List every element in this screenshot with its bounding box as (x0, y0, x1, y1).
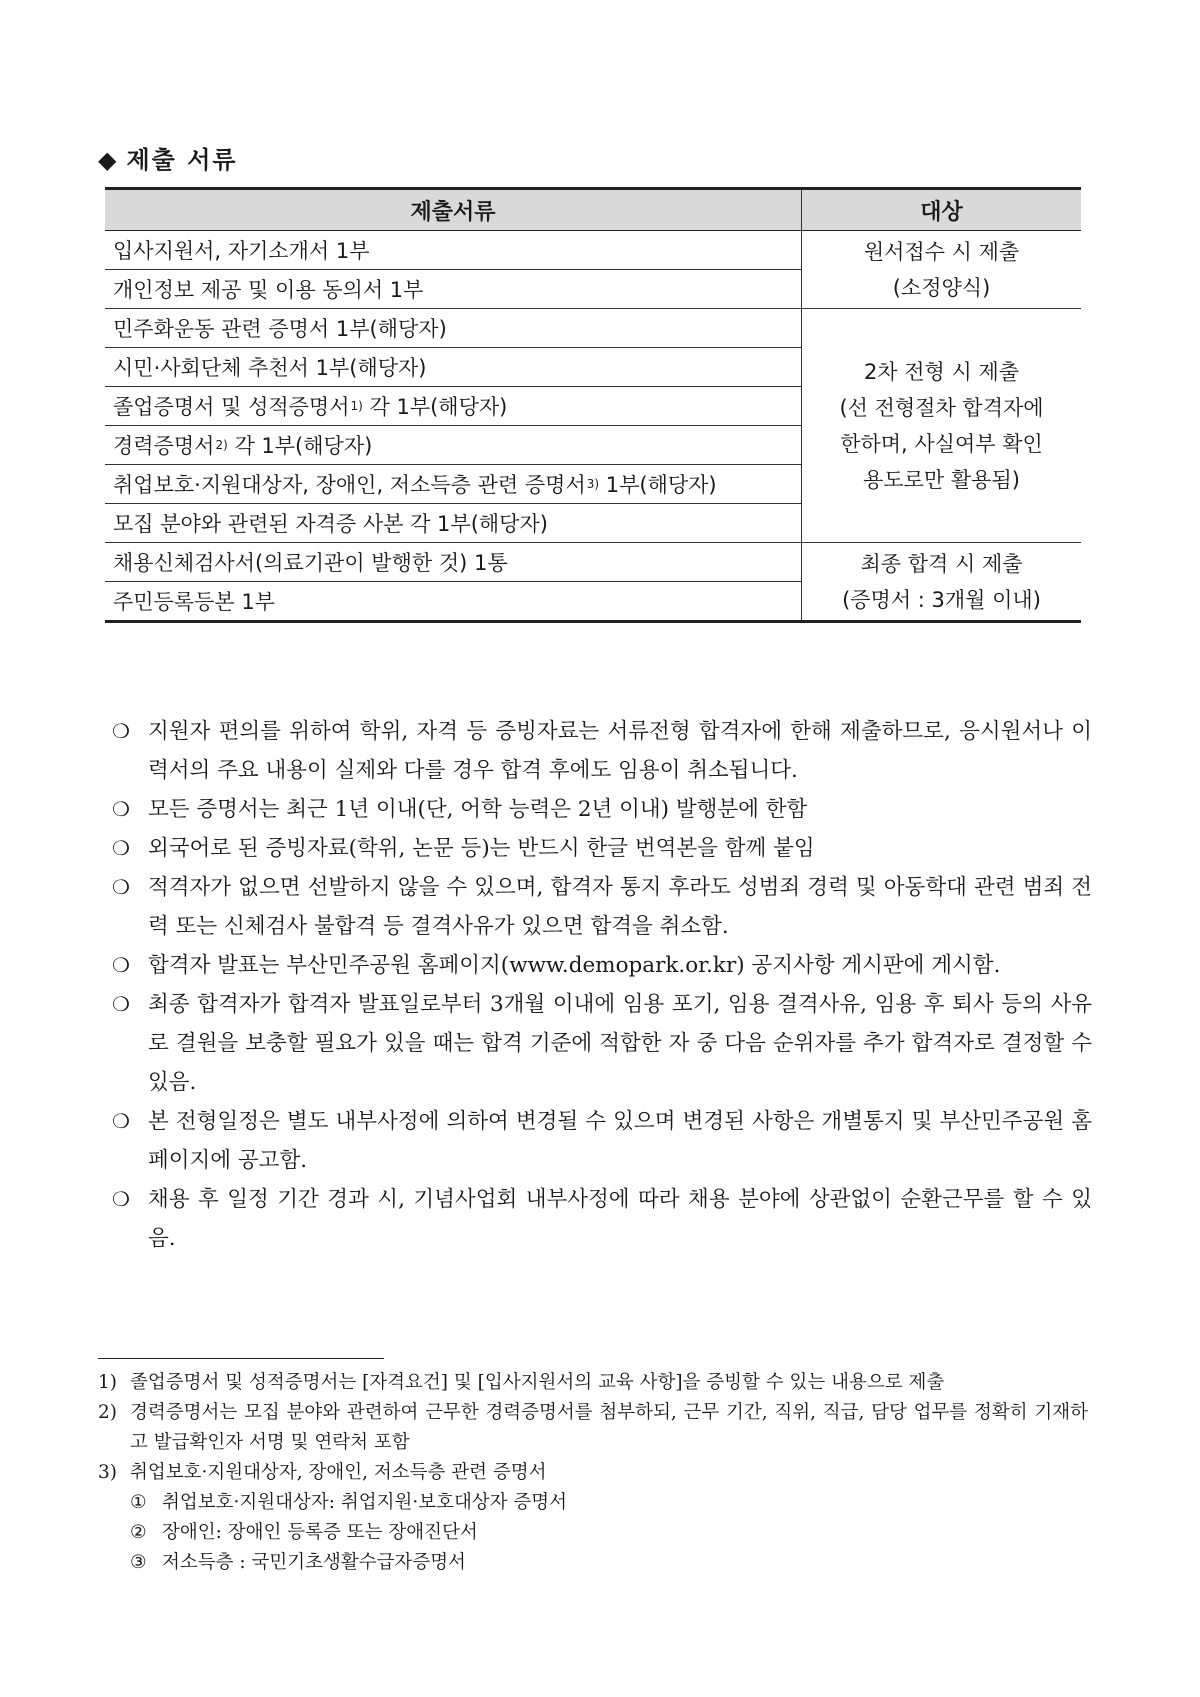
section-title: 제출 서류 (126, 146, 238, 174)
table-header-row (105, 189, 1081, 231)
list-item (112, 712, 1092, 790)
footnote-subitem-text: 장애인: 장애인 등록증 또는 장애진단서 (162, 1522, 478, 1543)
target-line: 원서접수 시 제출 (863, 239, 1020, 264)
list-item (112, 985, 1092, 1102)
footnote-text: 취업보호·지원대상자, 장애인, 저소득층 관련 증명서 (130, 1462, 547, 1483)
note-text: 채용 후 일정 기간 경과 시, 기념사업회 내부사정에 따라 채용 분야에 상관없이 순환근무를 할 수 있음. (148, 1187, 1092, 1251)
target-line: 한하며, 사실여부 확인 (840, 431, 1043, 456)
circled-number-marker: ② (130, 1522, 147, 1543)
table-row (105, 231, 1081, 270)
circle-bullet-icon: ❍ (112, 797, 130, 821)
note-text: 적격자가 없으면 선발하지 않을 수 있으며, 합격자 통지 후라도 성범죄 경력 및 아동학대 관련 범죄 전력 또는 신체검사 불합격 등 결격사유가 있으면 합격을 취소함. (148, 875, 1092, 939)
target-cell (802, 231, 1082, 309)
document-cell (105, 231, 802, 270)
documents-table (105, 187, 1081, 623)
footnote-text: 졸업증명서 및 성적증명서는 [자격요건] 및 [입사지원서의 교육 사항]을 증빙할 수 있는 내용으로 제출 (130, 1372, 945, 1393)
footnote-number: 1) (98, 1372, 117, 1393)
circle-bullet-icon: ❍ (112, 953, 130, 977)
footnote-ref: 3) (586, 477, 600, 491)
document-cell (105, 465, 802, 504)
footnotes (98, 1368, 1088, 1578)
document-cell (105, 504, 802, 543)
document-cell (105, 387, 802, 426)
document-name: 졸업증명서 및 성적증명서 (113, 395, 350, 419)
document-cell (105, 543, 802, 582)
footnote-subitem-text: 취업보호·지원대상자: 취업지원·보호대상자 증명서 (162, 1492, 568, 1513)
footnote-divider (98, 1358, 384, 1359)
footnote-subitem-text: 저소득층 : 국민기초생활수급자증명서 (162, 1552, 466, 1573)
footnote-item (98, 1398, 1088, 1458)
document-cell (105, 426, 802, 465)
section-heading (98, 140, 238, 175)
circle-bullet-icon: ❍ (112, 875, 130, 899)
footnote-subitem (98, 1488, 1088, 1518)
document-cell (105, 309, 802, 348)
note-text: 최종 합격자가 합격자 발표일로부터 3개월 이내에 임용 포기, 임용 결격사유, 임용 후 퇴사 등의 사유로 결원을 보충할 필요가 있을 때는 합격 기준에 적합한 자 중 다음 순위자를 추가 합격자로 결정할 수 있음. (148, 992, 1092, 1095)
footnote-number: 3) (98, 1462, 117, 1483)
target-line: (선 전형절차 합격자에 (839, 395, 1044, 420)
footnote-subitem (98, 1518, 1088, 1548)
document-name: 취업보호·지원대상자, 장애인, 저소득층 관련 증명서 (113, 473, 586, 497)
circle-bullet-icon: ❍ (112, 1109, 130, 1133)
list-item (112, 829, 1092, 868)
document-name: 주민등록등본 1부 (113, 590, 276, 614)
circled-number-marker: ③ (130, 1552, 147, 1573)
list-item (112, 946, 1092, 985)
footnote-item (98, 1458, 1088, 1488)
note-text: 본 전형일정은 별도 내부사정에 의하여 변경될 수 있으며 변경된 사항은 개별통지 및 부산민주공원 홈페이지에 공고함. (148, 1109, 1092, 1173)
document-name-suffix: 각 1부(해당자) (362, 395, 508, 419)
document-name: 채용신체검사서(의료기관이 발행한 것) 1통 (113, 551, 508, 575)
list-item (112, 1180, 1092, 1258)
target-line: (증명서 : 3개월 이내) (842, 587, 1041, 612)
target-line: (소정양식) (892, 275, 991, 300)
document-cell (105, 348, 802, 387)
document-name: 개인정보 제공 및 이용 동의서 1부 (113, 278, 424, 302)
document-name: 경력증명서 (113, 434, 215, 458)
document-name-suffix: 1부(해당자) (599, 473, 717, 497)
footnote-subitem (98, 1548, 1088, 1578)
list-item (112, 790, 1092, 829)
note-text: 외국어로 된 증빙자료(학위, 논문 등)는 반드시 한글 번역본을 함께 붙임 (148, 836, 815, 861)
note-text: 합격자 발표는 부산민주공원 홈페이지(www.demopark.or.kr) 공지사항 게시판에 게시함. (148, 953, 1001, 978)
table-row (105, 543, 1081, 582)
target-cell (802, 309, 1082, 543)
footnote-ref: 2) (215, 438, 228, 452)
target-cell (802, 543, 1082, 622)
notes-list (112, 712, 1092, 1258)
target-line: 2차 전형 시 제출 (863, 359, 1020, 384)
footnote-item (98, 1368, 1088, 1398)
header-documents: 제출서류 (105, 189, 802, 231)
target-line: 용도로만 활용됨) (863, 467, 1020, 492)
target-line: 최종 합격 시 제출 (860, 551, 1023, 576)
note-text: 지원자 편의를 위하여 학위, 자격 등 증빙자료는 서류전형 합격자에 한해 제출하므로, 응시원서나 이력서의 주요 내용이 실제와 다를 경우 합격 후에도 임용이 취소됩니다. (148, 719, 1092, 783)
footnote-ref: 1) (350, 399, 363, 413)
table-row (105, 309, 1081, 348)
note-text: 모든 증명서는 최근 1년 이내(단, 어학 능력은 2년 이내) 발행분에 한함 (148, 797, 808, 822)
document-name: 민주화운동 관련 증명서 1부(해당자) (113, 317, 447, 341)
document-name: 시민·사회단체 추천서 1부(해당자) (113, 356, 427, 380)
document-name: 모집 분야와 관련된 자격증 사본 각 1부(해당자) (113, 512, 548, 536)
header-target: 대상 (802, 189, 1082, 231)
footnote-text: 경력증명서는 모집 분야와 관련하여 근무한 경력증명서를 첨부하되, 근무 기간, 직위, 직급, 담당 업무를 정확히 기재하고 발급확인자 서명 및 연락처 포함 (130, 1402, 1088, 1453)
document-name-suffix: 각 1부(해당자) (227, 434, 373, 458)
document-cell (105, 582, 802, 622)
list-item (112, 868, 1092, 946)
footnote-number: 2) (98, 1402, 117, 1423)
circled-number-marker: ① (130, 1492, 147, 1513)
circle-bullet-icon: ❍ (112, 836, 130, 860)
document-cell (105, 270, 802, 309)
circle-bullet-icon: ❍ (112, 1187, 130, 1211)
circle-bullet-icon: ❍ (112, 992, 130, 1016)
list-item (112, 1102, 1092, 1180)
circle-bullet-icon: ❍ (112, 719, 130, 743)
diamond-bullet-icon: ◆ (98, 146, 119, 174)
document-name: 입사지원서, 자기소개서 1부 (113, 239, 370, 263)
